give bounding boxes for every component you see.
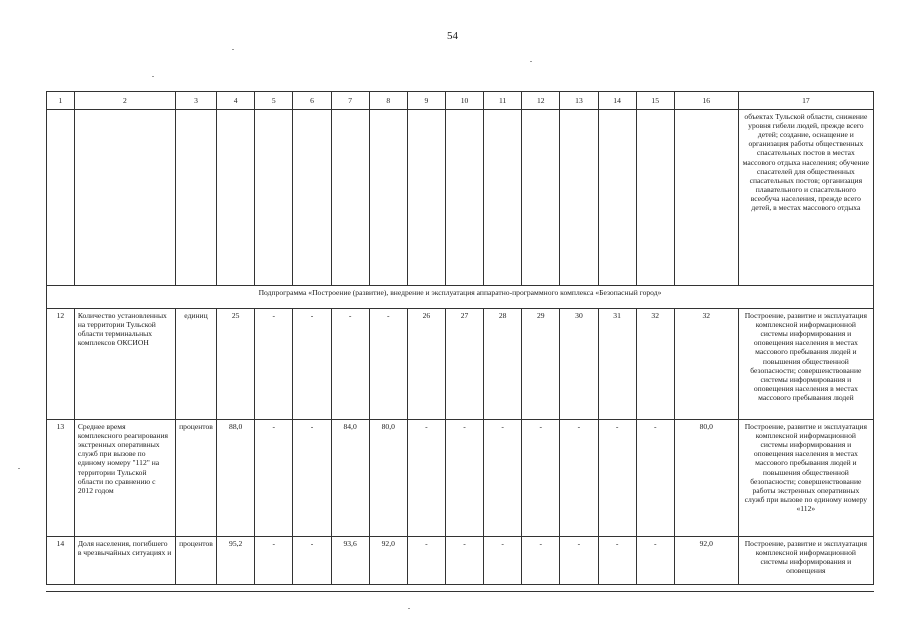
value-cell: 27 xyxy=(445,309,483,420)
column-header-17: 17 xyxy=(738,92,873,110)
unit-cell: процентов xyxy=(175,420,216,537)
value-cell: - xyxy=(293,537,331,585)
column-header-7: 7 xyxy=(331,92,369,110)
value-cell: - xyxy=(484,537,522,585)
scan-speck xyxy=(18,468,20,469)
value-cell: 25 xyxy=(217,309,255,420)
column-header-8: 8 xyxy=(369,92,407,110)
value-cell: - xyxy=(255,537,293,585)
value-cell: - xyxy=(255,420,293,537)
value-cell: - xyxy=(636,420,674,537)
value-cell: - xyxy=(445,420,483,537)
column-header-14: 14 xyxy=(598,92,636,110)
unit-cell: процентов xyxy=(175,537,216,585)
row-number: 12 xyxy=(47,309,75,420)
page-number: 54 xyxy=(447,30,458,42)
column-header-2: 2 xyxy=(74,92,175,110)
value-cell: - xyxy=(293,309,331,420)
table-row xyxy=(47,309,874,420)
indicator-name: Количество установленных на территории Тульской области терминальных комплексов ОКСИОН xyxy=(74,309,175,420)
value-cell: 92,0 xyxy=(369,537,407,585)
value-cell: 28 xyxy=(484,309,522,420)
subprogram-row xyxy=(47,286,874,309)
value-cell: - xyxy=(560,420,598,537)
description-cell: Построение, развитие и эксплуатация комплексной информационной системы информирования и оповещения населения в местах массового пребывания людей и повышения общественной безопасности; совершенствование работы экстренных оперативных служб при вызове по единому номеру «112» xyxy=(738,420,873,537)
value-cell: 84,0 xyxy=(331,420,369,537)
value-cell: - xyxy=(522,420,560,537)
column-header-6: 6 xyxy=(293,92,331,110)
unit-cell: единиц xyxy=(175,309,216,420)
value-cell: 30 xyxy=(560,309,598,420)
scan-speck xyxy=(232,49,234,50)
value-cell: - xyxy=(445,537,483,585)
value-cell: - xyxy=(560,537,598,585)
row-number: 14 xyxy=(47,537,75,585)
value-cell: - xyxy=(522,537,560,585)
continuation-description: объектах Тульской области, снижение уровня гибели людей, прежде всего детей; создание, оснащение и организация работы общественных спасательных постов в местах массового отдыха населения; обучение спасателей для общественных спасательных постов; организация плавательного и спасательного всеобуча населения, прежде всего детей, в местах массового отдыха xyxy=(738,110,873,286)
value-cell: 88,0 xyxy=(217,420,255,537)
value-cell: 31 xyxy=(598,309,636,420)
column-header-15: 15 xyxy=(636,92,674,110)
table-row xyxy=(47,537,874,585)
value-cell: - xyxy=(484,420,522,537)
value-cell: - xyxy=(331,309,369,420)
subprogram-title: Подпрограмма «Построение (развитие), внедрение и эксплуатация аппаратно-программного комплекса «Безопасный город» xyxy=(47,286,874,309)
description-cell: Построение, развитие и эксплуатация комплексной информационной системы информирования и оповещения населения в местах массового пребывания людей и повышения общественной безопасности; совершенствование системы информирования и оповещения населения в местах массового пребывания людей xyxy=(738,309,873,420)
value-cell: 80,0 xyxy=(369,420,407,537)
continuation-row xyxy=(47,110,874,286)
scan-speck xyxy=(152,76,154,77)
value-cell: 26 xyxy=(407,309,445,420)
column-header-3: 3 xyxy=(175,92,216,110)
scan-speck xyxy=(530,61,532,62)
value-cell: 32 xyxy=(636,309,674,420)
column-header-12: 12 xyxy=(522,92,560,110)
column-header-4: 4 xyxy=(217,92,255,110)
table-bottom-border xyxy=(46,591,874,592)
value-cell: - xyxy=(293,420,331,537)
value-cell: - xyxy=(598,537,636,585)
value-cell: 92,0 xyxy=(674,537,738,585)
value-cell: 29 xyxy=(522,309,560,420)
column-header-1: 1 xyxy=(47,92,75,110)
value-cell: - xyxy=(636,537,674,585)
value-cell: 95,2 xyxy=(217,537,255,585)
value-cell: - xyxy=(407,537,445,585)
column-header-5: 5 xyxy=(255,92,293,110)
indicator-name: Среднее время комплексного реагирования экстренных оперативных служб при вызове по единому номеру "112" на территории Тульской области по сравнению с 2012 годом xyxy=(74,420,175,537)
value-cell: 93,6 xyxy=(331,537,369,585)
value-cell: - xyxy=(255,309,293,420)
row-number: 13 xyxy=(47,420,75,537)
value-cell: 80,0 xyxy=(674,420,738,537)
value-cell: - xyxy=(407,420,445,537)
column-header-11: 11 xyxy=(484,92,522,110)
value-cell: - xyxy=(369,309,407,420)
column-header-13: 13 xyxy=(560,92,598,110)
header-row xyxy=(47,92,874,110)
description-cell: Построение, развитие и эксплуатация комплексной информационной системы информирования и оповещения xyxy=(738,537,873,585)
indicators-table xyxy=(46,91,874,585)
indicator-name: Доля населения, погибшего в чрезвычайных ситуациях и xyxy=(74,537,175,585)
table-row xyxy=(47,420,874,537)
value-cell: 32 xyxy=(674,309,738,420)
column-header-16: 16 xyxy=(674,92,738,110)
column-header-10: 10 xyxy=(445,92,483,110)
value-cell: - xyxy=(598,420,636,537)
column-header-9: 9 xyxy=(407,92,445,110)
scan-speck xyxy=(408,608,410,609)
